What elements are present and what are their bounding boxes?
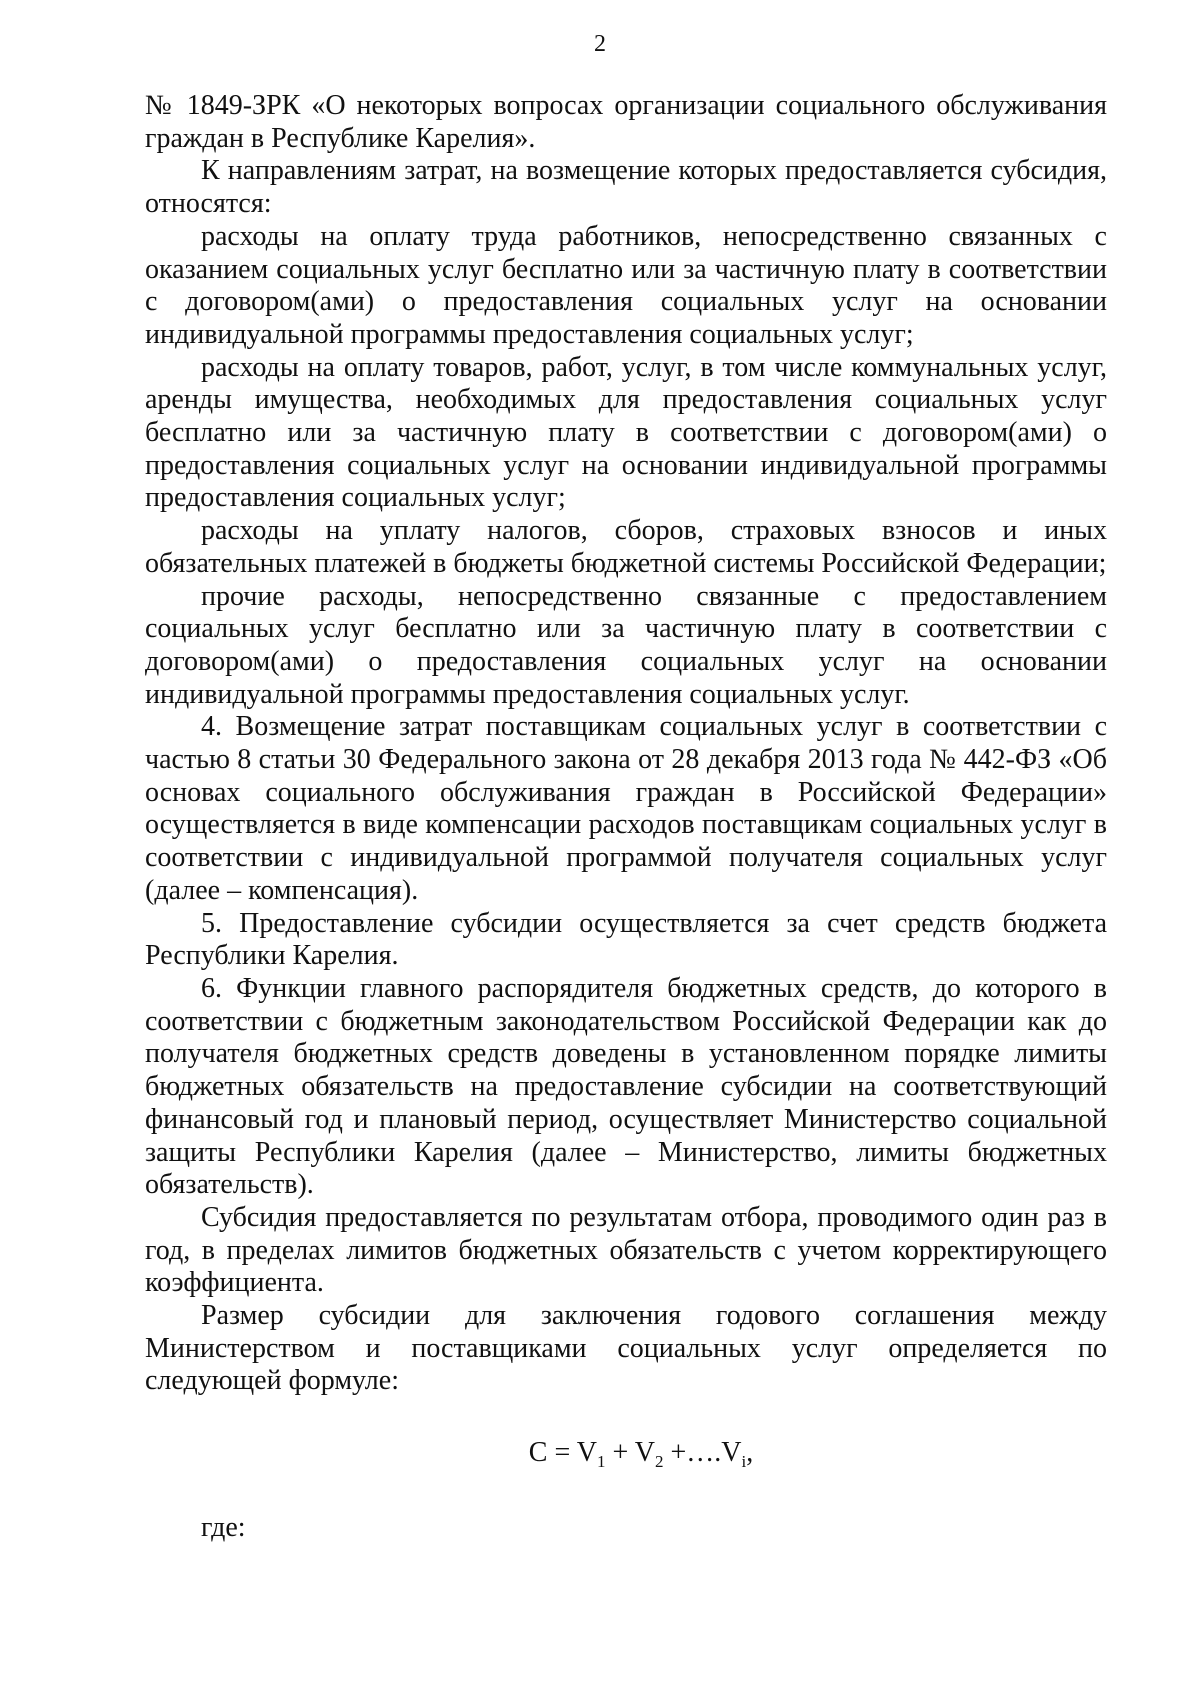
formula-tail: , [746, 1437, 754, 1469]
page-number: 2 [594, 31, 606, 57]
where-label: где: [201, 1511, 246, 1543]
paragraph-other-costs: прочие расходы, непосредственно связанные с предоставлением социальных услуг бесплатно или за частичную плату в соответствии с договором(ами) о предоставления социальных услуг на основании индивидуальной программы предоставления социальных услуг. [145, 580, 1107, 710]
formula-plus-1: + V [605, 1437, 655, 1469]
document-body [145, 90, 1107, 1545]
paragraph-item-6: 6. Функции главного распорядителя бюджетных средств, до которого в соответствии с бюджетным законодательством Российской Федерации как до получателя бюджетных средств доведены в установленном порядке лимиты бюджетных обязательств на предоставление субсидии на соответствующий финансовый год и плановый период, осуществляет Министерство социальной защиты Республики Карелия (далее – Министерство, лимиты бюджетных обязательств). [145, 972, 1107, 1201]
paragraph-item-5: 5. Предоставление субсидии осуществляется за счет средств бюджета Республики Карелия. [145, 907, 1107, 972]
formula-sub-1: 1 [596, 1452, 606, 1472]
paragraph-goods-services-costs: расходы на оплату товаров, работ, услуг, в том числе коммунальных услуг, аренды имущества, необходимых для предоставления социальных услуг бесплатно или за частичную плату в соответствии с договором(ами) о предоставления социальных услуг на основании индивидуальной программы предоставления социальных услуг; [145, 351, 1107, 514]
paragraph-cost-directions-intro: К направлениям затрат, на возмещение которых предоставляется субсидия, относятся: [145, 155, 1107, 220]
formula-lhs: C = V [528, 1437, 597, 1469]
paragraph-item-4: 4. Возмещение затрат поставщикам социальных услуг в соответствии с частью 8 статьи 30 Федерального закона от 28 декабря 2013 года № 442-ФЗ «Об основах социального обслуживания граждан в Российской Федерации» осуществляется в виде компенсации расходов поставщикам социальных услуг в соответствии с индивидуальной программой получателя социальных услуг (далее – компенсация). [145, 711, 1107, 906]
paragraph-law-reference: № 1849-ЗРК «О некоторых вопросах организации социального обслуживания граждан в Республике Карелия». [145, 90, 1107, 154]
formula-sub-2: 2 [654, 1452, 664, 1472]
paragraph-taxes-costs: расходы на уплату налогов, сборов, страховых взносов и иных обязательных платежей в бюджеты бюджетной системы Российской Федерации; [145, 515, 1107, 579]
formula-plus-2: +….V [663, 1437, 742, 1469]
paragraph-subsidy-selection: Субсидия предоставляется по результатам отбора, проводимого один раз в год, в пределах лимитов бюджетных обязательств с учетом корректирующего коэффициента. [145, 1201, 1107, 1299]
paragraph-subsidy-amount: Размер субсидии для заключения годового соглашения между Министерством и поставщиками социальных услуг определяется по следующей формуле: [145, 1300, 1107, 1397]
subsidy-formula [145, 1437, 1107, 1470]
formula-sub-i: i [741, 1452, 747, 1472]
paragraph-labor-costs: расходы на оплату труда работников, непосредственно связанных с оказанием социальных услуг бесплатно или за частичную плату в соответствии с договором(ами) о предоставления социальных услуг на основании индивидуальной программы предоставления социальных услуг; [145, 220, 1107, 350]
